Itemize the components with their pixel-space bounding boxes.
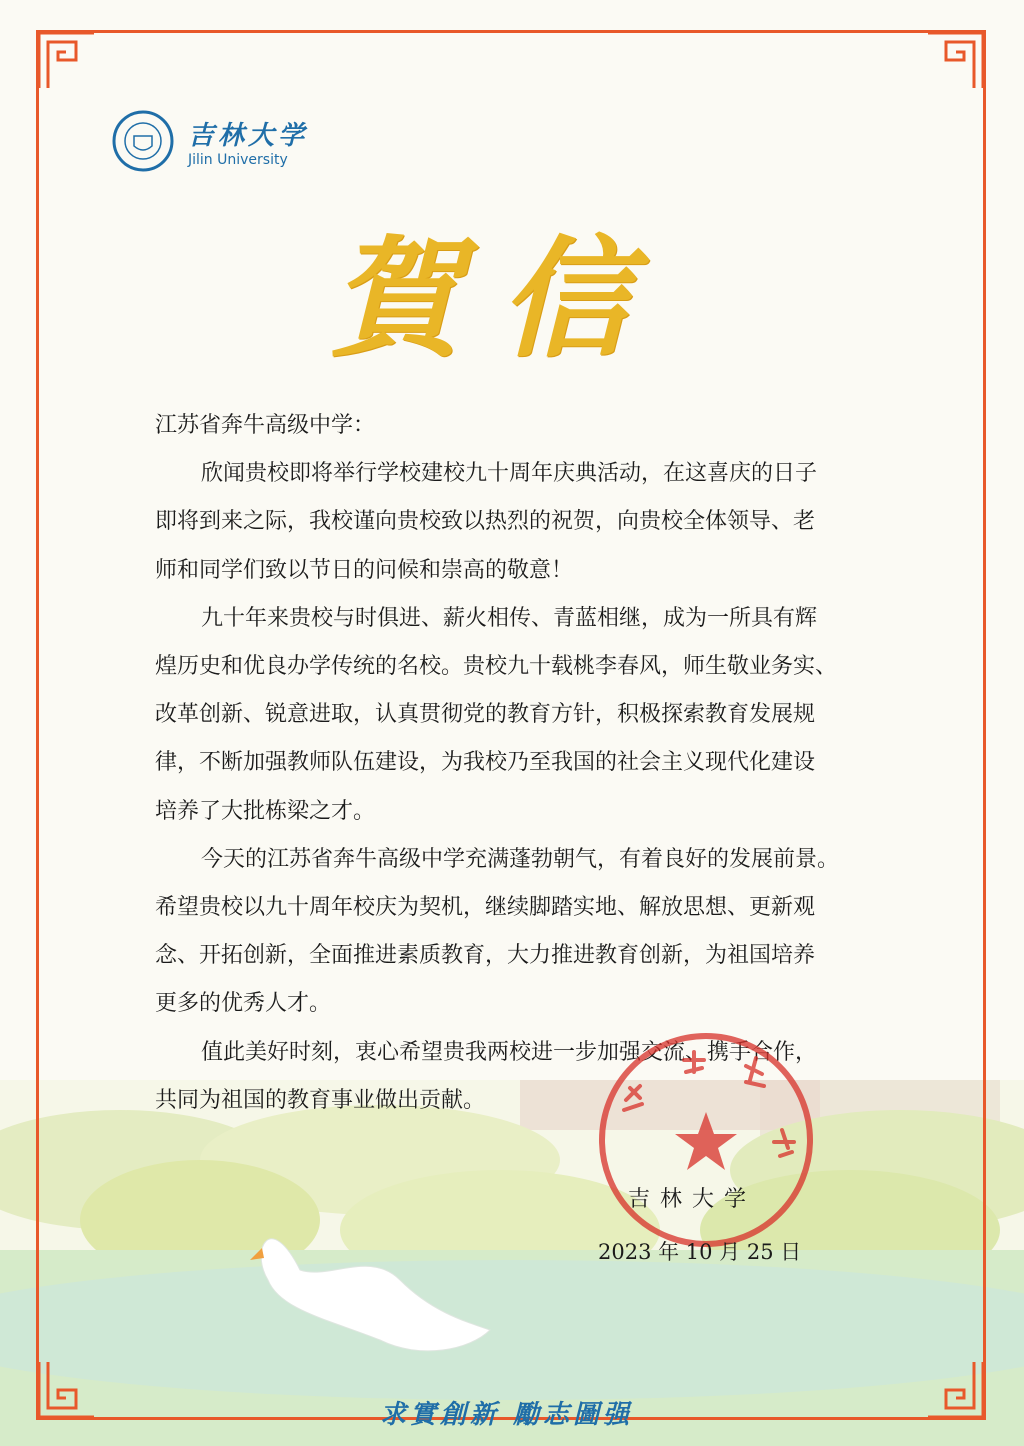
corner-ornament-icon — [924, 30, 986, 92]
corner-ornament-icon — [36, 30, 98, 92]
letter-date: 2023 年 10 月 25 日 — [598, 1240, 802, 1264]
paragraph-line: 念、开拓创新，全面推进素质教育，大力推进教育创新，为祖国培养 — [155, 943, 816, 969]
paragraph-line: 今天的江苏省奔牛高级中学充满蓬勃朝气，有着良好的发展前景。 — [201, 846, 840, 872]
paragraph-line: 值此美好时刻，衷心希望贵我两校进一步加强交流、携手合作， — [201, 1039, 818, 1065]
salutation: 江苏省奔牛高级中学： — [155, 413, 376, 438]
logo-chinese-name: 吉林大学 — [188, 120, 309, 151]
paragraph-line: 即将到来之际，我校谨向贵校致以热烈的祝贺，向贵校全体领导、老 — [155, 509, 816, 535]
university-logo — [112, 110, 308, 172]
letter-title: 賀信 — [330, 222, 671, 375]
paragraph-line: 九十年来贵校与时俱进、薪火相传、青蓝相继，成为一所具有辉 — [201, 605, 818, 631]
paragraph-line: 改革创新、锐意进取，认真贯彻党的教育方针，积极探索教育发展规 — [155, 702, 816, 728]
university-motto: 求實創新 勵志圖强 — [380, 1400, 634, 1430]
paragraph-line: 培养了大批栋梁之才。 — [155, 798, 376, 824]
official-stamp — [596, 1030, 816, 1250]
paragraph-line: 煌历史和优良办学传统的名校。贵校九十载桃李春风，师生敬业务实、 — [155, 654, 838, 680]
paragraph-line: 共同为祖国的教育事业做出贡献。 — [155, 1087, 486, 1113]
university-seal-icon — [112, 110, 174, 172]
corner-ornament-icon — [36, 1358, 98, 1420]
letter-body — [155, 402, 875, 1125]
paragraph-line: 希望贵校以九十周年校庆为契机，继续脚踏实地、解放思想、更新观 — [155, 895, 816, 921]
paragraph-line: 师和同学们致以节日的问候和崇高的敬意！ — [155, 557, 574, 583]
paragraph-line: 律，不断加强教师队伍建设，为我校乃至我国的社会主义现代化建设 — [155, 750, 816, 776]
paragraph-line: 欣闻贵校即将举行学校建校九十周年庆典活动，在这喜庆的日子 — [201, 461, 818, 487]
logo-english-name: Jilin University — [188, 151, 288, 168]
signature: 吉林大学 — [628, 1187, 757, 1212]
paragraph-line: 更多的优秀人才。 — [155, 991, 332, 1017]
corner-ornament-icon — [924, 1358, 986, 1420]
